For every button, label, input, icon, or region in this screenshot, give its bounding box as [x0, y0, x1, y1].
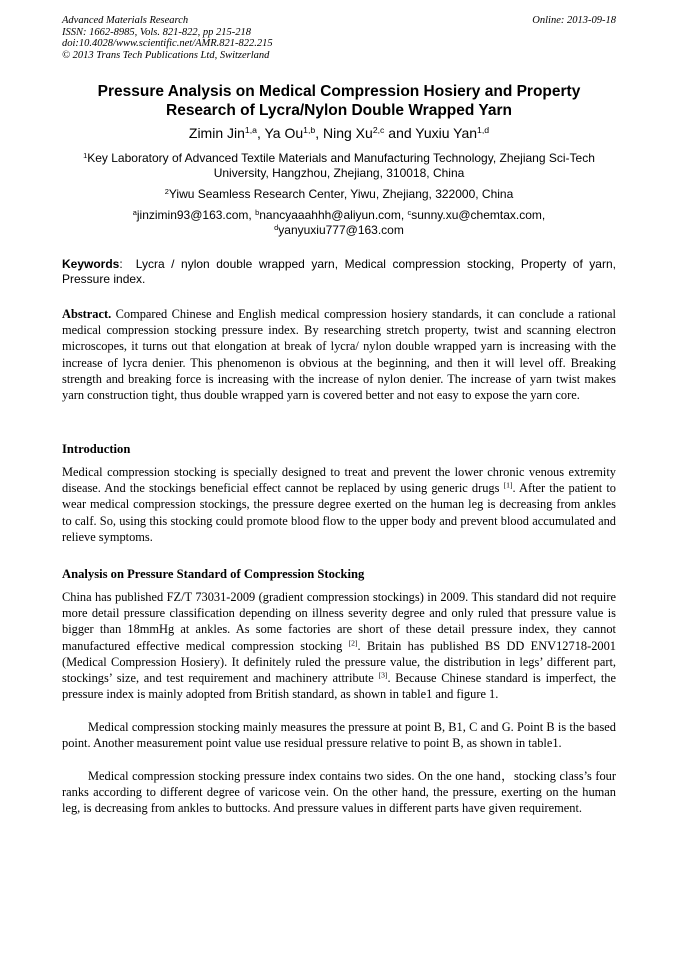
email-sup: d: [274, 222, 279, 232]
journal-header: [62, 15, 616, 61]
email-sup: a: [132, 207, 137, 217]
paragraph: [62, 589, 616, 702]
paragraph-text: Medical compression stocking is specially designed to treat and prevent the lower chronic venous extremity disease. And the stockings beneficial effect cannot be replaced by using generic drugs: [62, 465, 616, 496]
affiliation-number: 1: [83, 150, 88, 160]
citation[interactable]: [1]: [503, 480, 513, 490]
title-line-1: Pressure Analysis on Medical Compression Hosiery and Property: [97, 83, 581, 100]
author-name: Zimin Jin: [188, 125, 245, 141]
author-name: Ning Xu: [323, 125, 373, 141]
doi-line: doi:10.4028/www.scientific.net/AMR.821-822.215: [62, 38, 273, 49]
paragraph: [62, 464, 616, 545]
journal-name: Advanced Materials Research: [62, 15, 189, 26]
email-link[interactable]: yanyuxiu777@163.com: [278, 223, 404, 237]
keywords-label: Keywords: [62, 257, 120, 271]
author-affiliation-sup: 2,c: [372, 125, 385, 136]
affiliation-2: [62, 187, 616, 202]
online-date: Online: 2013-09-18: [532, 15, 616, 26]
paragraph-text: China has published FZ/T 73031-2009 (gradient compression stockings) in 2009. This standard did not require more detail pressure classification depending on illness severity degree and only ruled that pressure value is bigger than 18mmHg at ankles. As some factories are short of these detail pressure index, they cannot manufactured effective medical compression stocking: [62, 590, 616, 653]
affiliation-1: [62, 151, 616, 181]
email-link[interactable]: sunny.xu@chemtax.com: [411, 208, 542, 222]
abstract-label: Abstract.: [62, 307, 112, 321]
title-line-2: Research of Lycra/Nylon Double Wrapped Yarn: [166, 102, 512, 119]
paragraph-text: . After the patient to wear medical compression stockings, the pressure degree exerted on the human leg is decreasing from ankles to calf. So, using this stocking could promote blood flow to the upper body and prevent blood accumulated and relieve symptoms.: [62, 481, 616, 544]
author-name: Ya Ou: [264, 125, 304, 141]
email-sup: b: [255, 207, 260, 217]
paragraph: Medical compression stocking pressure index contains two sides. On the one hand，stocking class’s four ranks according to different degree of varicose vein. On the other hand, the pressure, exerting on the human leg, is decreasing from ankles to buttocks. And pressure values in different parts have given requirement.: [62, 769, 616, 816]
copyright-line: © 2013 Trans Tech Publications Ltd, Switzerland: [62, 49, 270, 61]
abstract-text: Compared Chinese and English medical compression hosiery standards, it can conclude a rational medical compression stocking pressure index. By researching stretch property, twist and scanning electron microscopes, it turns out that elongation at break of lycra/ nylon double wrapped yarn is increasing with the increase of lycra denier. This phenomenon is obvious at the beginning, and then it will level off. Breaking strength and breaking force is increasing with the increase of nylon denier. The increase of yarn twist makes yarn construction tight, thus double wrapped yarn is covered better and not easy to expose the yarn core.: [62, 307, 616, 403]
affiliation-number: 2: [164, 186, 169, 196]
paragraph-text: . Britain has published BS DD ENV12718-2001 (Medical Compression Hosiery). It definitely ruled the pressure value, the distribution in legs’ different part, stockings’ size, and test requirement and machinery attribute: [62, 638, 616, 686]
author-name: Yuxiu Yan: [415, 125, 478, 141]
issn-line: ISSN: 1662-8985, Vols. 821-822, pp 215-218: [62, 26, 251, 38]
section-heading: Introduction: [62, 442, 131, 456]
keywords-text: Lycra / nylon double wrapped yarn, Medical compression stocking, Property of yarn, Pressure index.: [62, 257, 616, 286]
email-link[interactable]: nancyaaahhh@aliyun.com: [259, 208, 401, 222]
affiliation-text: Key Laboratory of Advanced Textile Materials and Manufacturing Technology, Zhejiang Sci-Tech: [87, 151, 595, 165]
paragraph: Medical compression stocking mainly measures the pressure at point B, B1, C and G. Point B is the based point. Another measurement point value use residual pressure relative to point B, as shown in table1.: [62, 720, 616, 751]
citation[interactable]: [3]: [378, 670, 388, 680]
paragraph-text: . Because Chinese standard is imperfect, the pressure index is mainly adopted from British standard, as shown in table1 and figure 1.: [62, 671, 616, 702]
email-link[interactable]: jinzimin93@163.com: [136, 208, 249, 222]
citation[interactable]: [2]: [348, 638, 358, 647]
author-affiliation-sup: 1,b: [303, 125, 316, 136]
section-heading: Analysis on Pressure Standard of Compression Stocking: [62, 567, 365, 581]
author-list: Zimin Jin$^{1,a}$, Ya Ou$^{1,b}$, Ning Xu$^{2,c}$ and Yuxiu Yan$^{1,d}$: [188, 125, 490, 141]
author-affiliation-sup: 1,a: [244, 125, 257, 136]
affiliation-text: University, Hangzhou, Zhejiang, 310018, China: [213, 166, 465, 180]
author-affiliation-sup: 1,d: [477, 125, 490, 136]
abstract: [62, 306, 616, 403]
email-sup: c: [407, 207, 412, 217]
author-emails: $^a$jinzimin93@163.com, $^b$nancyaaahhh@aliyun.com, $^c$sunny.xu@chemtax.com, $^d$yanyuxiu777@163.com: [132, 207, 546, 237]
paper-title: [62, 82, 616, 120]
affiliation-text: Yiwu Seamless Research Center, Yiwu, Zhejiang, 322000, China: [168, 187, 514, 201]
keywords: Keywords: Lycra / nylon double wrapped yarn, Medical compression stocking, Property of yarn, Pressure index.: [62, 257, 616, 286]
